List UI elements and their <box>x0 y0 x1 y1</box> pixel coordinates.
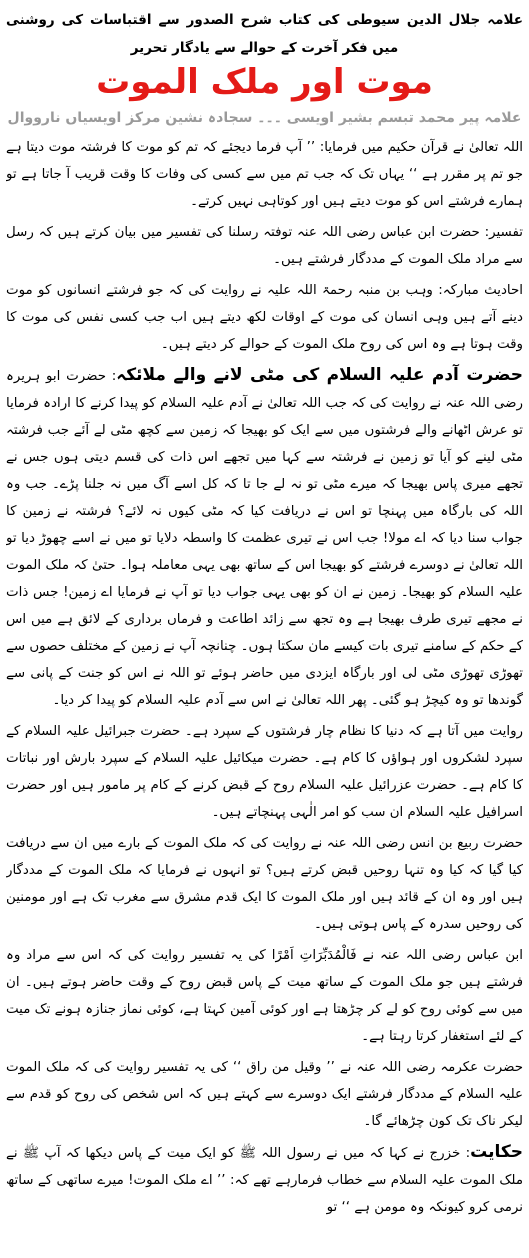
paragraph-ibn-abbas: ابن عباس رضی اللہ عنہ نے فَالْمُدَبِّرَاتِ اَمْرًا کی یہ تفسیر روایت کی کہ اس سے مراد وہ فرشتے ہیں جو ملک الموت کے ساتھ میت کے پاس قبض روح کے وقت حاضر ہوتے ہیں۔ ان میں سے کوئی روح کو لے کر چڑھتا ہے اور کوئی آمین کہتا ہے، کوئی نماز جنازہ ہونے تک میت کے لئے استغفار کرتا رہتا ہے۔ <box>6 948 523 1044</box>
paragraph-adam <box>6 362 523 714</box>
author-byline: علامہ پیر محمد تبسم بشیر اویسی ۔۔۔ سجادہ نشین مرکز اویسیاں نارووال <box>7 110 522 126</box>
story-heading: حکایت <box>470 1142 523 1162</box>
story-text: : خزرج نے کہا کہ میں نے رسول اللہ ﷺ کو ایک میت کے پاس دیکھا کہ آپ ﷺ نے ملک الموت علیہ السلام سے خطاب فرمارہے تھے کہ: ’’ اے ملک الموت! میرے ساتھی کے ساتھ نرمی کرو کیونکہ وہ مومن ہے ‘‘ تو <box>6 1146 523 1215</box>
article-intro: علامہ جلال الدین سیوطی کی کتاب شرح الصدور سے اقتباسات کی روشنی میں فکر آخرت کے حوالے سے یادگار تحریر <box>6 12 523 56</box>
paragraph-story <box>6 1139 523 1221</box>
adam-text: : حضرت ابو ہریرہ رضی اللہ عنہ نے روایت کی کہ جب اللہ تعالیٰ نے آدم علیہ السلام کو پیدا کرنے کا ارادہ فرمایا تو عرش اٹھانے والے فرشتوں میں سے ایک کو بھیجا کہ زمین سے کچھ مٹی لے آئے جب فرشتہ مٹی لینے کو آیا تو زمین نے فرشتہ سے کہا میں تجھے اس ذات کی قسم دیتی ہوں جس نے تجھے میری پاس بھیجا کہ میرے مٹی تو نہ لے جا تا کہ کل اسے آگ میں نہ جلنا پڑے۔ جب وہ اللہ کی بارگاہ میں پہنچا تو اس نے دریافت کیا کہ مٹی کیوں نہ لائے؟ فرشتہ نے زمین کا جواب سنا دیا کہ اے مولا! جب اس نے تیری عظمت کا واسطہ دلایا تو میں نے اسے چھوڑ دیا تو اللہ تعالیٰ نے دوسرے فرشتے کو بھیجا اس کے ساتھ بھی یہی معاملہ ہوا۔ حتیٰ کہ ملک الموت علیہ السلام کو بھیجا۔ زمین نے ان کو بھی یہی جواب دیا تو آپ نے فرمایا اے زمین! جس ذات نے مجھے تیری طرف بھیجا ہے وہ تجھ سے زائد اطاعت و فرماں برداری کے لائق ہے میں اس کے حکم کے سامنے تیری بات کیسے مان سکتا ہوں۔ چنانچہ آپ نے زمین کے مختلف حصوں سے تھوڑی تھوڑی مٹی لی اور بارگاہ ایزدی میں حاضر ہوئے تو اللہ نے اس کو جنت کے پانی سے گوندھا تو وہ کیچڑ ہو گئی۔ پھر اللہ تعالیٰ نے اس سے آدم علیہ السلام کو پیدا کر دیا۔ <box>6 369 523 708</box>
paragraph-four-angels: روایت میں آتا ہے کہ دنیا کا نظام چار فرشتوں کے سپرد ہے۔ حضرت جبرائیل علیہ السلام کے سپرد لشکروں اور ہواؤں کا کام ہے۔ حضرت میکائیل علیہ السلام کے سپرد بارش اور نباتات کا کام ہے۔ حضرت عزرائیل علیہ السلام روح کے قبض کرنے کے کام پر مامور ہیں اور حضرت اسرافیل علیہ السلام ان سب کو امر الٰہی پہنچاتے ہیں۔ <box>6 724 523 820</box>
paragraph-rabi: حضرت ربیع بن انس رضی اللہ عنہ نے روایت کی کہ ملک الموت کے بارے میں ان سے دریافت کیا گیا کہ کیا وہ تنہا روحیں قبض کرتے ہیں؟ تو انہوں نے فرمایا کہ ملک الموت کے مددگار ہیں اور وہ ان کے قائد ہیں اور ملک الموت کا ایک قدم مشرق سے مغرب تک ہے اور مومنین کی روحیں سدرہ کے پاس ہوتی ہیں۔ <box>6 836 523 932</box>
paragraph-quran: اللہ تعالیٰ نے قرآن حکیم میں فرمایا: ’’ آپ فرما دیجئے کہ تم کو موت کا فرشتہ موت دیتا ہے جو تم پر مقرر ہے ‘‘ یہاں تک کہ جب تم میں سے کسی کی وفات کا وقت قریب آ جاتا ہے تو ہمارے فرشتے اس کو موت دیتے ہیں اور کوتاہی نہیں کرتے۔ <box>6 140 523 209</box>
adam-heading: حضرت آدم علیہ السلام کی مٹی لانے والے ملائکہ <box>116 365 523 385</box>
paragraph-hadith: احادیث مبارکہ: وہب بن منبہ رحمۃ اللہ علیہ نے روایت کی کہ جو فرشتے انسانوں کو موت دینے آتے ہیں وہی انسان کی موت کے اوقات لکھ دیتے ہیں اب جب کسی نفس کی موت کا وقت ہوتا ہے وہ اس کی روح ملک الموت کے حوالے کر دیتے ہیں۔ <box>6 283 523 352</box>
article-title: موت اور ملک الموت <box>96 62 433 102</box>
paragraph-ikrimah: حضرت عکرمہ رضی اللہ عنہ نے ’’ وقیل من راق ‘‘ کی یہ تفسیر روایت کی کہ ملک الموت علیہ السلام کے مددگار فرشتے ایک دوسرے سے کہتے ہیں کہ اس شخص کی روح کو قدم سے لیکر ناک تک کون چڑھائے گا۔ <box>6 1060 523 1129</box>
paragraph-tafseer: تفسیر: حضرت ابن عباس رضی اللہ عنہ توفتہ رسلنا کی تفسیر میں بیان کرتے ہیں کہ رسل سے مراد ملک الموت کے مددگار فرشتے ہیں۔ <box>6 225 523 267</box>
